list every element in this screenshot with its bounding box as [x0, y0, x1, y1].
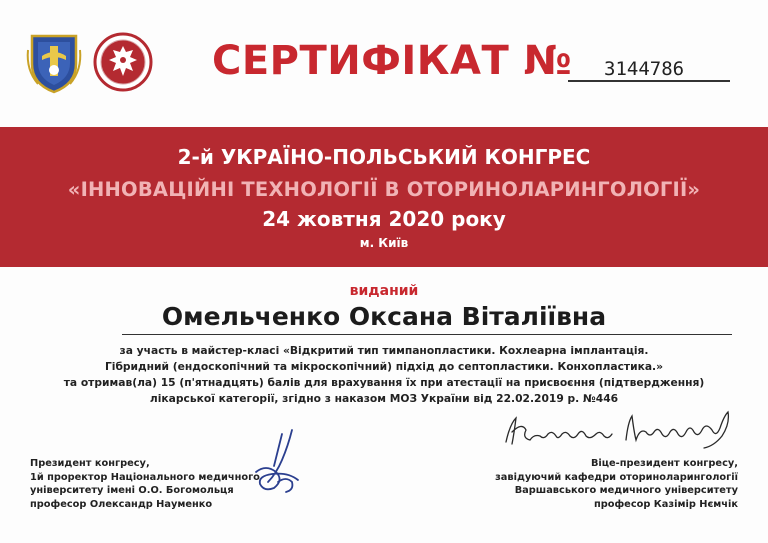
body-line: за участь в майстер-класі «Відкритий тип тимпанопластики. Кохлеарна імплантація. [119, 344, 649, 357]
signer-line: Віце-президент конгресу, [590, 458, 738, 469]
signer-line: Президент конгресу, [30, 458, 150, 469]
recipient-name: Омельченко Оксана Віталіївна [161, 302, 607, 331]
congress-title: 2-й УКРАЇНО-ПОЛЬСЬКИЙ КОНГРЕС [177, 145, 591, 169]
body-line: та отримав(ла) 15 (п'ятнадцять) балів для врахування їх при атестації на присвоєння (підтвердження) [63, 376, 705, 389]
signer-line: 1й проректор Національного медичного [30, 471, 260, 483]
certificate-number: 3144786 [604, 58, 685, 80]
right-handwritten-signature [500, 404, 740, 452]
issued-label: виданий [349, 283, 419, 299]
signer-line: університету імені О.О. Богомольця [30, 485, 234, 496]
signer-line: Варшавського медичного університету [514, 485, 738, 496]
certificate-number-underline [568, 80, 730, 82]
signer-line: завідуючий кафедри оториноларингології [495, 471, 738, 483]
signer-line: професор Казімір Нємчік [593, 498, 738, 510]
body-line: лікарської категорії, згідно з наказом МОЗ України від 22.02.2019 р. №446 [149, 392, 619, 405]
polish-eagle-seal-icon [93, 30, 153, 94]
congress-date: 24 жовтня 2020 року [262, 207, 506, 231]
right-signer-details [478, 457, 738, 511]
left-signer-details [30, 457, 270, 511]
university-crest-icon [24, 30, 84, 94]
congress-subtitle: «ІННОВАЦІЙНІ ТЕХНОЛОГІЇ В ОТОРИНОЛАРИНГОЛОГІЇ» [67, 178, 701, 201]
certificate-body [40, 343, 728, 407]
congress-banner [0, 127, 768, 267]
congress-city: м. Київ [359, 236, 409, 250]
name-underline [122, 334, 732, 335]
certificate-title: СЕРТИФІКАТ № [212, 38, 573, 84]
signer-line: професор Олександр Науменко [30, 498, 213, 510]
body-line: Гібридний (ендоскопічний та мікроскопічний) підхід до септопластики. Конхопластика.» [104, 360, 664, 373]
